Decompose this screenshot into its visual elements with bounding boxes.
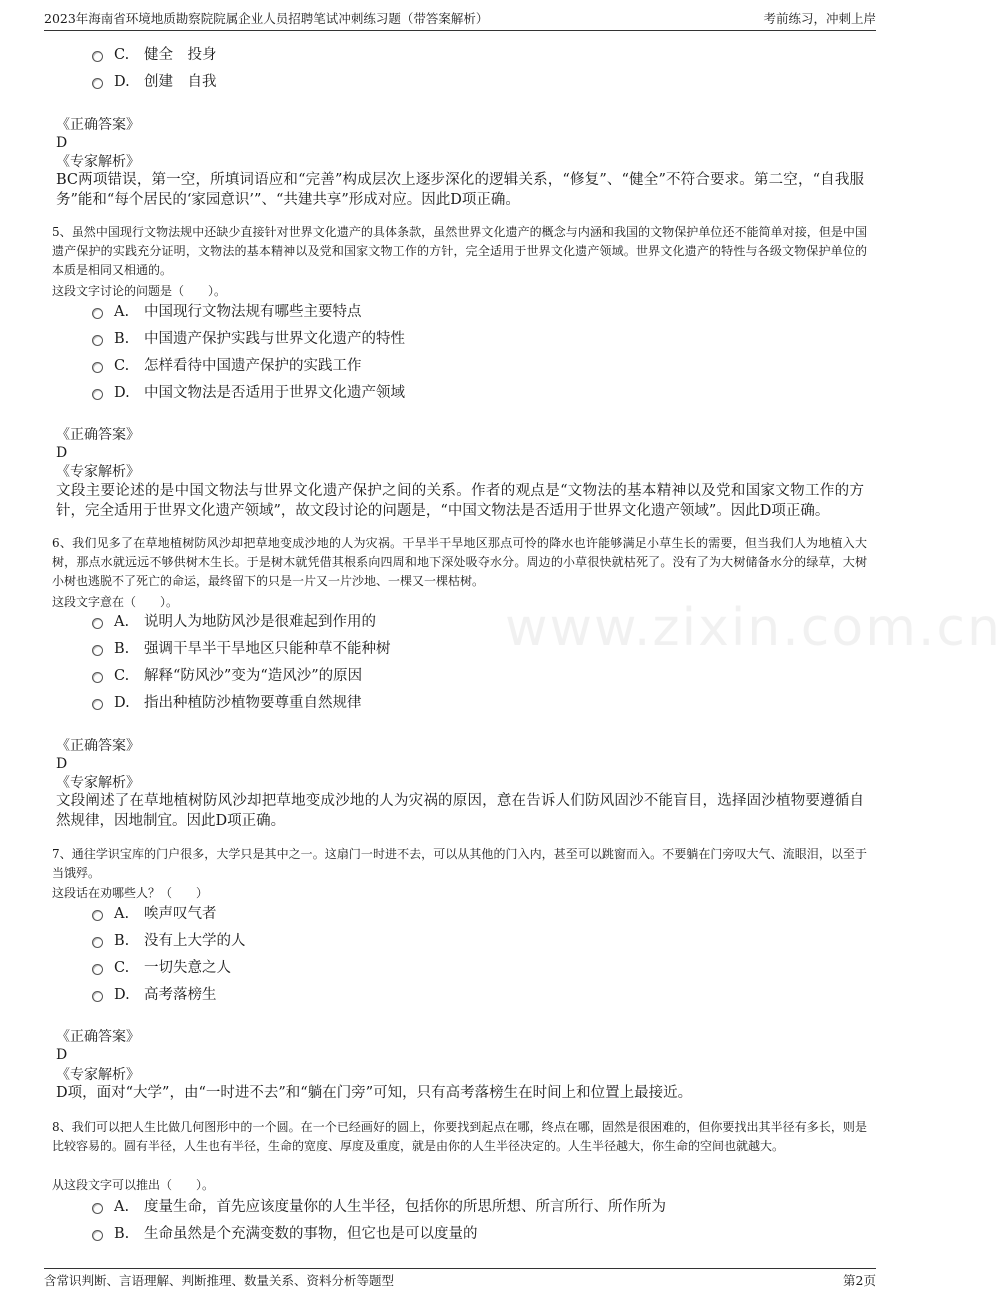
option-letter: A. [114, 304, 130, 320]
q5-stem: 5、虽然中国现行文物法规中还缺少直接针对世界文化遗产的具体条款，虽然世界文化遗产的概念与内涵和我国的文物保护单位还不能简单对接，但是中国遗产保护的实践充分证明，文物法的基本精神以及党和国家文物工作的方针，完全适用于世界文化遗产领域。世界文化遗产的特性与各级文物保护单位的本质是相同又相通的。 [52, 225, 867, 277]
header-slogan: 考前练习，冲刺上岸 [763, 11, 876, 26]
q6-question: 这段文字意在（ ）。 [52, 595, 179, 609]
radio-icon[interactable] [92, 645, 103, 656]
footer-note: 含常识判断、言语理解、判断推理、数量关系、资料分析等题型 [44, 1273, 395, 1288]
radio-icon[interactable] [92, 389, 103, 400]
option-letter: A. [114, 906, 130, 922]
option-letter: C. [114, 47, 130, 63]
page-number: 第2页 [843, 1273, 876, 1288]
option-letter: A. [114, 1199, 130, 1215]
q7-analysis-text: D项，面对“大学”，由“一时进不去”和“躺在门旁”可知，只有高考落榜生在时间上和位置上最接近。 [56, 1085, 693, 1101]
option-text: 生命虽然是个充满变数的事物，但它也是可以度量的 [144, 1226, 478, 1242]
q6-stem: 6、我们见多了在草地植树防风沙却把草地变成沙地的人为灾祸。干旱半干旱地区那点可怜的降水也许能够满足小草生长的需要，但当我们人为地植入大树，那点水就远远不够供树木生长。于是树木就凭借其根系向四周和地下深处吸夺水分。周边的小草很快就枯死了。没有了为大树储备水分的绿草，大树小树也逃脱不了死亡的命运，最终留下的只是一片又一片沙地、一棵又一棵枯树。 [52, 536, 867, 588]
page-header [44, 8, 876, 31]
option-letter: B. [114, 1226, 130, 1242]
option-letter: C. [114, 358, 130, 374]
q4-analysis-label: 《专家解析》 [56, 154, 140, 170]
radio-icon[interactable] [92, 672, 103, 683]
option-letter: B. [114, 641, 130, 657]
q7-stem: 7、通往学识宝库的门户很多，大学只是其中之一。这扇门一时进不去，可以从其他的门入内，甚至可以跳窗而入。不要躺在门旁叹大气、流眼泪，以至于当饿殍。 [52, 847, 867, 880]
q8-question: 从这段文字可以推出（ ）。 [52, 1178, 215, 1192]
radio-icon[interactable] [92, 1230, 103, 1241]
option-letter: A. [114, 614, 130, 630]
q4-answer-label: 《正确答案》 [56, 117, 140, 133]
q8-stem: 8、我们可以把人生比做几何图形中的一个圆。在一个已经画好的圆上，你要找到起点在哪，终点在哪，固然是很困难的，但你要找出其半径有多长，则是比较容易的。圆有半径，人生也有半径，生命的宽度、厚度及重度，就是由你的人生半径决定的。人生半径越大，你生命的空间也就越大。 [52, 1120, 867, 1153]
option-text: 没有上大学的人 [144, 933, 246, 949]
q6-analysis-text: 文段阐述了在草地植树防风沙却把草地变成沙地的人为灾祸的原因，意在告诉人们防风固沙不能盲目，选择固沙植物要遵循自然规律，因地制宜。因此D项正确。 [56, 793, 864, 829]
q5-answer-value: D [56, 445, 68, 461]
option-text: 怎样看待中国遗产保护的实践工作 [144, 358, 362, 374]
radio-icon[interactable] [92, 362, 103, 373]
q5-question: 这段文字讨论的问题是（ ）。 [52, 284, 227, 298]
q5-analysis-label: 《专家解析》 [56, 464, 140, 480]
q4-answer-value: D [56, 135, 68, 151]
radio-icon[interactable] [92, 1203, 103, 1214]
radio-icon[interactable] [92, 937, 103, 948]
q7-analysis-label: 《专家解析》 [56, 1067, 140, 1083]
option-text: 指出种植防沙植物要尊重自然规律 [144, 695, 362, 711]
q7-answer-label: 《正确答案》 [56, 1029, 140, 1045]
option-letter: C. [114, 960, 130, 976]
q5-analysis-text: 文段主要论述的是中国文物法与世界文化遗产保护之间的关系。作者的观点是“文物法的基本精神以及党和国家文物工作的方针，完全适用于世界文化遗产领域”，故文段讨论的问题是，“中国文物法是否适用于世界文化遗产领域”。因此D项正确。 [56, 483, 864, 519]
option-text: 高考落榜生 [144, 987, 217, 1003]
radio-icon[interactable] [92, 991, 103, 1002]
q4-analysis-text: BC两项错误，第一空，所填词语应和“完善”构成层次上逐步深化的逻辑关系，“修复”、“健全”不符合要求。第二空，“自我服务”能和“每个居民的‘家园意识’”、“共建共享”形成对应。因此D项正确。 [56, 172, 864, 208]
option-text: 中国文物法是否适用于世界文化遗产领域 [144, 385, 405, 401]
option-text: 中国遗产保护实践与世界文化遗产的特性 [144, 331, 405, 347]
option-text: 解释“防风沙”变为“造风沙”的原因 [144, 668, 363, 684]
option-letter: D. [114, 695, 130, 711]
radio-icon[interactable] [92, 51, 103, 62]
watermark-text: www.zixin.com.cn [505, 598, 1002, 658]
option-text: 度量生命，首先应该度量你的人生半径，包括你的所思所想、所言所行、所作所为 [144, 1199, 666, 1215]
option-text: 健全 投身 [144, 47, 217, 63]
radio-icon[interactable] [92, 964, 103, 975]
q7-question: 这段话在劝哪些人？（ ） [52, 886, 209, 900]
radio-icon[interactable] [92, 910, 103, 921]
option-text: 创建 自我 [144, 74, 217, 90]
radio-icon[interactable] [92, 308, 103, 319]
option-letter: B. [114, 933, 130, 949]
radio-icon[interactable] [92, 618, 103, 629]
option-text: 一切失意之人 [144, 960, 231, 976]
option-letter: D. [114, 987, 130, 1003]
option-letter: D. [114, 385, 130, 401]
radio-icon[interactable] [92, 335, 103, 346]
option-text: 唉声叹气者 [144, 906, 217, 922]
q5-answer-label: 《正确答案》 [56, 427, 140, 443]
q6-answer-value: D [56, 756, 68, 772]
radio-icon[interactable] [92, 78, 103, 89]
option-letter: D. [114, 74, 130, 90]
document-title: 2023年海南省环境地质勘察院院属企业人员招聘笔试冲刺练习题（带答案解析） [44, 11, 489, 26]
q6-analysis-label: 《专家解析》 [56, 775, 140, 791]
option-letter: C. [114, 668, 130, 684]
page-footer [44, 1268, 876, 1291]
radio-icon[interactable] [92, 699, 103, 710]
option-text: 强调干旱半干旱地区只能种草不能种树 [144, 641, 391, 657]
option-text: 说明人为地防风沙是很难起到作用的 [144, 614, 376, 630]
option-letter: B. [114, 331, 130, 347]
q6-answer-label: 《正确答案》 [56, 738, 140, 754]
q7-answer-value: D [56, 1047, 68, 1063]
option-text: 中国现行文物法规有哪些主要特点 [144, 304, 362, 320]
